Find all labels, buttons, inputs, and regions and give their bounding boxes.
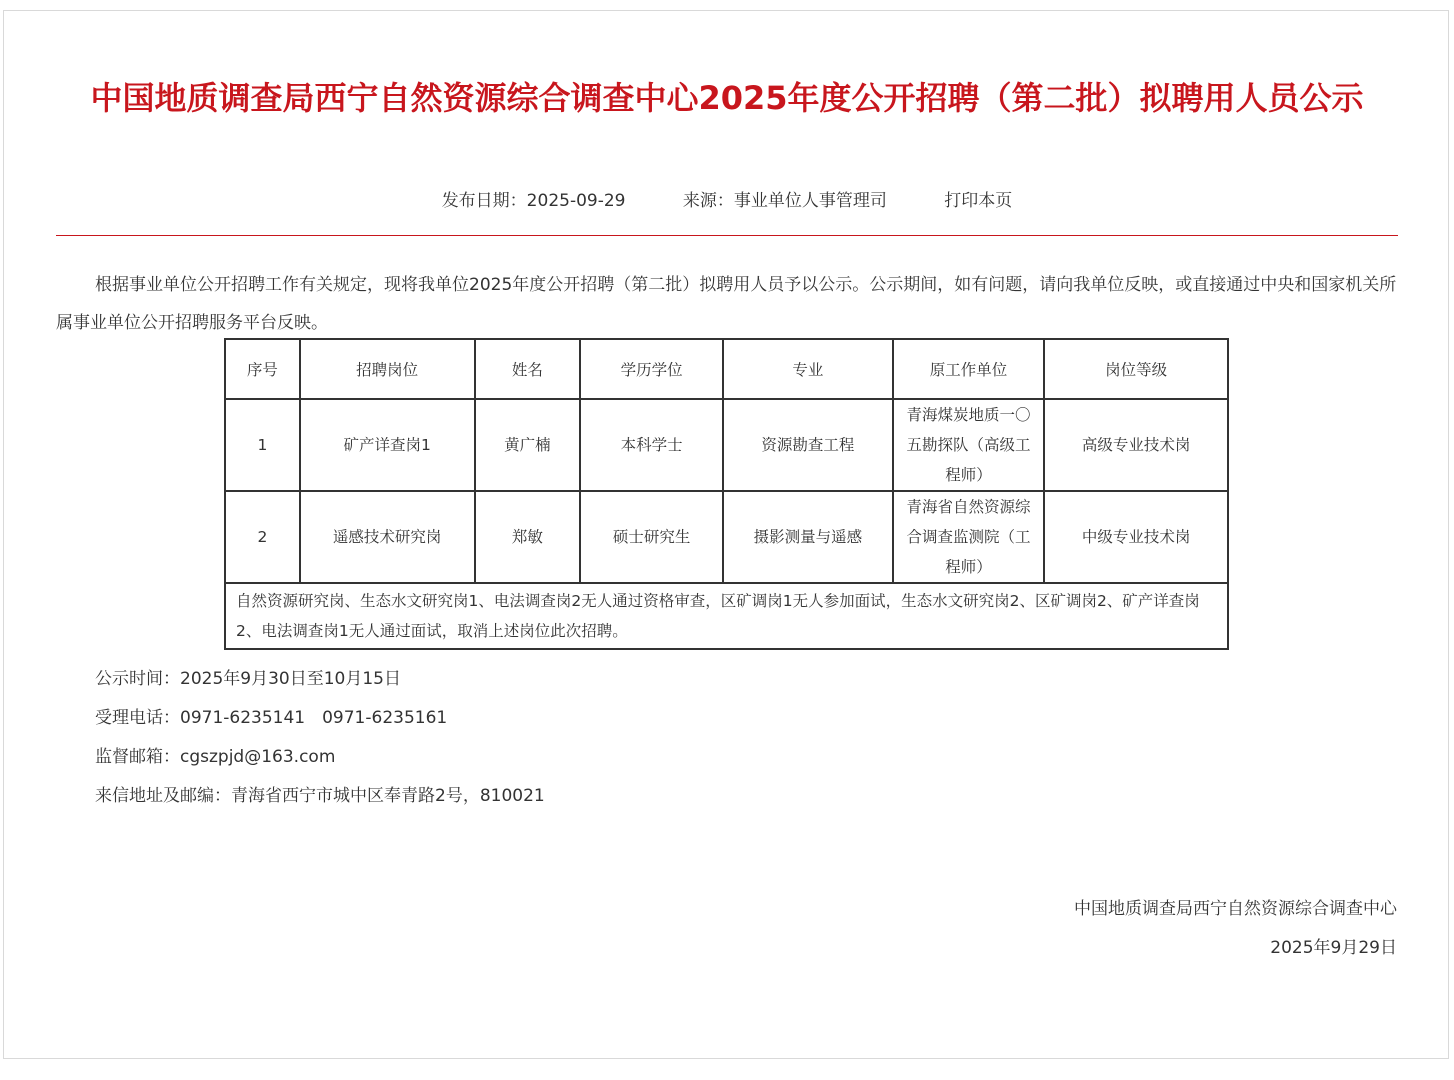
header-job-level: 岗位等级 (1044, 339, 1228, 399)
cell-job-level: 中级专业技术岗 (1044, 491, 1228, 583)
mailing-address: 来信地址及邮编：青海省西宁市城中区奉青路2号，810021 (95, 786, 545, 806)
table-row (225, 491, 1228, 583)
cell-former-employer: 青海省自然资源综合调查监测院（工程师） (893, 491, 1045, 583)
intro-paragraph: 根据事业单位公开招聘工作有关规定，现将我单位2025年度公开招聘（第二批）拟聘用人员予以公示。公示期间，如有问题，请向我单位反映，或直接通过中央和国家机关所属事业单位公开招聘服务平台反映。 (56, 275, 1397, 333)
title-divider (56, 235, 1398, 236)
cell-former-employer: 青海煤炭地质一〇五勘探队（高级工程师） (893, 399, 1045, 491)
cell-index: 2 (225, 491, 300, 583)
cell-job-level: 高级专业技术岗 (1044, 399, 1228, 491)
publish-date: 发布日期：2025-09-29 (441, 191, 626, 211)
contact-info (95, 660, 545, 816)
page-title: 中国地质调查局西宁自然资源综合调查中心2025年度公开招聘（第二批）拟聘用人员公示 (90, 79, 1364, 117)
table-note-row (225, 583, 1228, 649)
signature-block (1074, 890, 1397, 968)
header-index: 序号 (225, 339, 300, 399)
notice-period: 公示时间：2025年9月30日至10月15日 (95, 669, 401, 689)
supervision-email: 监督邮箱：cgszpjd@163.com (95, 747, 336, 767)
cell-index: 1 (225, 399, 300, 491)
cell-major: 资源勘查工程 (723, 399, 893, 491)
header-major: 专业 (723, 339, 893, 399)
cell-name: 郑敏 (475, 491, 581, 583)
hire-table (224, 338, 1229, 650)
article-meta (56, 186, 1398, 211)
header-name: 姓名 (475, 339, 581, 399)
cell-position: 遥感技术研究岗 (300, 491, 475, 583)
cell-degree: 硕士研究生 (580, 491, 723, 583)
table-header-row (225, 339, 1228, 399)
print-page-link[interactable]: 打印本页 (944, 191, 1013, 211)
header-former-employer: 原工作单位 (893, 339, 1045, 399)
signature-org: 中国地质调查局西宁自然资源综合调查中心 (1074, 899, 1397, 919)
header-degree: 学历学位 (580, 339, 723, 399)
signature-date: 2025年9月29日 (1270, 938, 1397, 958)
header-position: 招聘岗位 (300, 339, 475, 399)
cell-major: 摄影测量与遥感 (723, 491, 893, 583)
contact-phone: 受理电话：0971-6235141 0971-6235161 (95, 708, 448, 728)
table-row (225, 399, 1228, 491)
cell-position: 矿产详查岗1 (300, 399, 475, 491)
table-note: 自然资源研究岗、生态水文研究岗1、电法调查岗2无人通过资格审查，区矿调岗1无人参加面试，生态水文研究岗2、区矿调岗2、矿产详查岗2、电法调查岗1无人通过面试，取消上述岗位此次招聘。 (225, 583, 1228, 649)
cell-name: 黄广楠 (475, 399, 581, 491)
cell-degree: 本科学士 (580, 399, 723, 491)
article-source: 来源：事业单位人事管理司 (682, 191, 887, 211)
